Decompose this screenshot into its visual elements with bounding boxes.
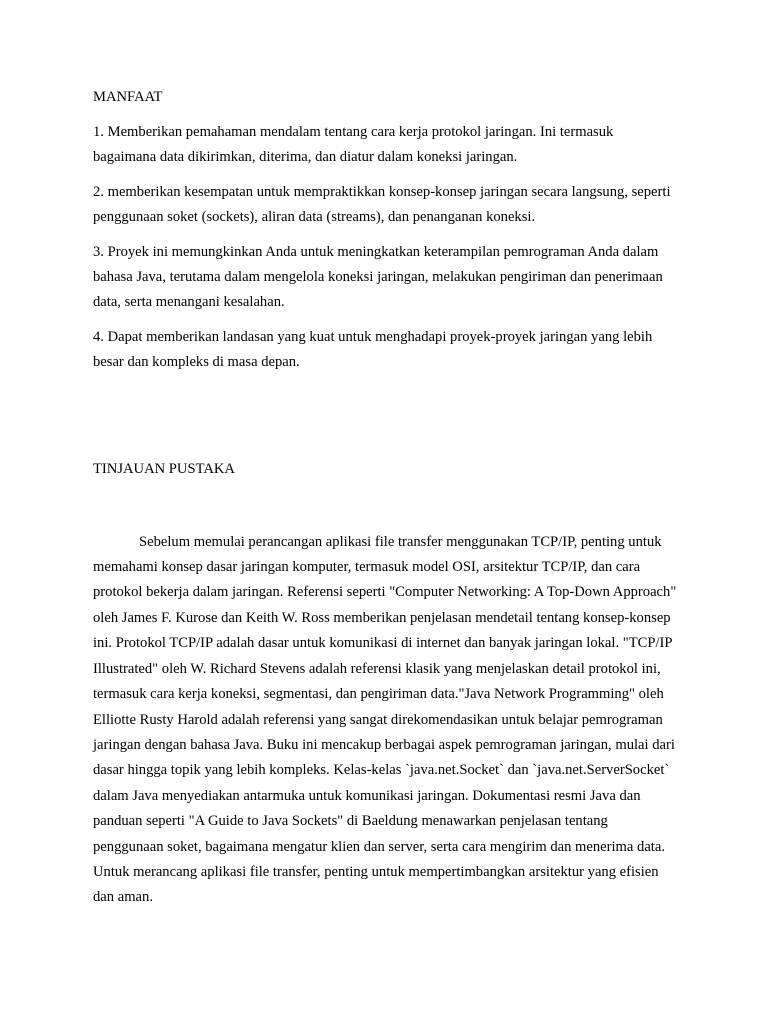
literature-review-paragraph: Sebelum memulai perancangan aplikasi file transfer menggunakan TCP/IP, penting untuk memahami konsep dasar jaringan komputer, termasuk model OSI, arsitektur TCP/IP, dan cara protokol bekerja dalam jaringan. Referensi seperti "Computer Networking: A Top-Down Approach" oleh James F. Kurose dan Keith W. Ross memberikan penjelasan mendetail tentang konsep-konsep ini. Protokol TCP/IP adalah dasar untuk komunikasi di internet dan banyak jaringan lokal. "TCP/IP Illustrated" oleh W. Richard Stevens adalah referensi klasik yang menjelaskan detail protokol ini, termasuk cara kerja koneksi, segmentasi, dan pengiriman data."Java Network Programming" oleh Elliotte Rusty Harold adalah referensi yang sangat direkomendasikan untuk belajar pemrograman jaringan dengan bahasa Java. Buku ini mencakup berbagai aspek pemrograman jaringan, mulai dari dasar hingga topik yang lebih kompleks. Kelas-kelas `java.net.Socket` dan `java.net.ServerSocket` dalam Java menyediakan antarmuka untuk komunikasi jaringan. Dokumentasi resmi Java dan panduan seperti "A Guide to Java Sockets" di Baeldung menawarkan penjelasan tentang penggunaan soket, bagaimana mengatur klien dan server, serta cara mengirim dan menerima data. Untuk merancang aplikasi file transfer, penting untuk mempertimbangkan arsitektur yang efisien dan aman. (93, 533, 677, 906)
list-item: 4. Dapat memberikan landasan yang kuat untuk menghadapi proyek-proyek jaringan yang lebih besar dan kompleks di masa depan. (93, 328, 653, 371)
benefits-list (93, 120, 679, 376)
section-heading-tinjauan-pustaka: TINJAUAN PUSTAKA (93, 460, 235, 477)
list-item: 3. Proyek ini memungkinkan Anda untuk meningkatkan keterampilan pemrograman Anda dalam bahasa Java, terutama dalam mengelola koneksi jaringan, melakukan pengiriman dan penerimaan data, serta menangani kesalahan. (93, 243, 663, 311)
document-body (93, 86, 679, 911)
list-item: 1. Memberikan pemahaman mendalam tentang cara kerja protokol jaringan. Ini termasuk bagaimana data dikirimkan, diterima, dan diatur dalam koneksi jaringan. (93, 124, 614, 166)
section-heading-manfaat: MANFAAT (93, 89, 163, 105)
list-item: 2. memberikan kesempatan untuk mempraktikkan konsep-konsep jaringan secara langsung, seperti penggunaan soket (sockets), aliran data (streams), dan penanganan koneksi. (93, 183, 671, 226)
